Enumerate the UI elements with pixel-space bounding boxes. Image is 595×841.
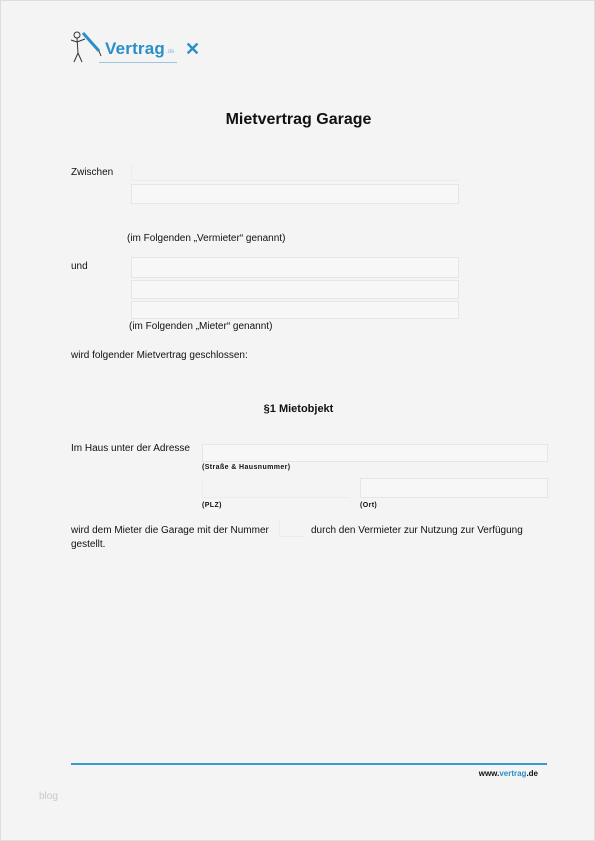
watermark-text: blog	[39, 791, 58, 802]
tenant-city-field[interactable]	[131, 301, 459, 319]
footer-url-suffix: .de	[526, 769, 538, 778]
ort-hint: (Ort)	[360, 502, 378, 509]
ort-field[interactable]	[360, 478, 548, 498]
signing-figure-icon	[69, 29, 103, 65]
footer-url-domain: vertrag	[499, 769, 527, 778]
garage-sentence-start: wird dem Mieter die Garage mit der Nummer	[71, 525, 269, 536]
garage-sentence-tail: gestellt.	[71, 539, 106, 550]
footer-url[interactable]	[479, 769, 538, 778]
footer-url-prefix: www.	[478, 769, 500, 778]
section-1-title: §1 Mietobjekt	[263, 403, 334, 415]
footer-divider	[71, 763, 547, 765]
street-field[interactable]	[202, 444, 548, 462]
tenant-name-field[interactable]	[131, 257, 459, 278]
garage-sentence-end: durch den Vermieter zur Nutzung zur Verfügung	[311, 525, 523, 536]
document-title: Mietvertrag Garage	[225, 111, 372, 128]
landlord-note: (im Folgenden „Vermieter“ genannt)	[127, 233, 286, 244]
tenant-address-field[interactable]	[131, 280, 459, 299]
logo-brand: Vertrag	[105, 39, 165, 58]
street-hint: (Straße & Hausnummer)	[202, 464, 291, 471]
landlord-name-field[interactable]	[131, 163, 459, 181]
logo-tld: .de	[166, 49, 175, 55]
address-label: Im Haus unter der Adresse	[71, 443, 190, 454]
concluded-text: wird folgender Mietvertrag geschlossen:	[71, 350, 248, 361]
plz-field[interactable]	[202, 478, 350, 498]
logo-mark: ✕	[185, 39, 201, 59]
tenant-note: (im Folgenden „Mieter“ genannt)	[129, 321, 273, 332]
landlord-address-field[interactable]	[131, 184, 459, 204]
between-label: Zwischen	[71, 167, 114, 178]
garage-number-field[interactable]	[279, 519, 305, 537]
plz-hint: (PLZ)	[202, 502, 222, 509]
logo-underline	[99, 62, 177, 63]
and-label: und	[71, 261, 88, 272]
vertrag-logo	[69, 29, 209, 69]
